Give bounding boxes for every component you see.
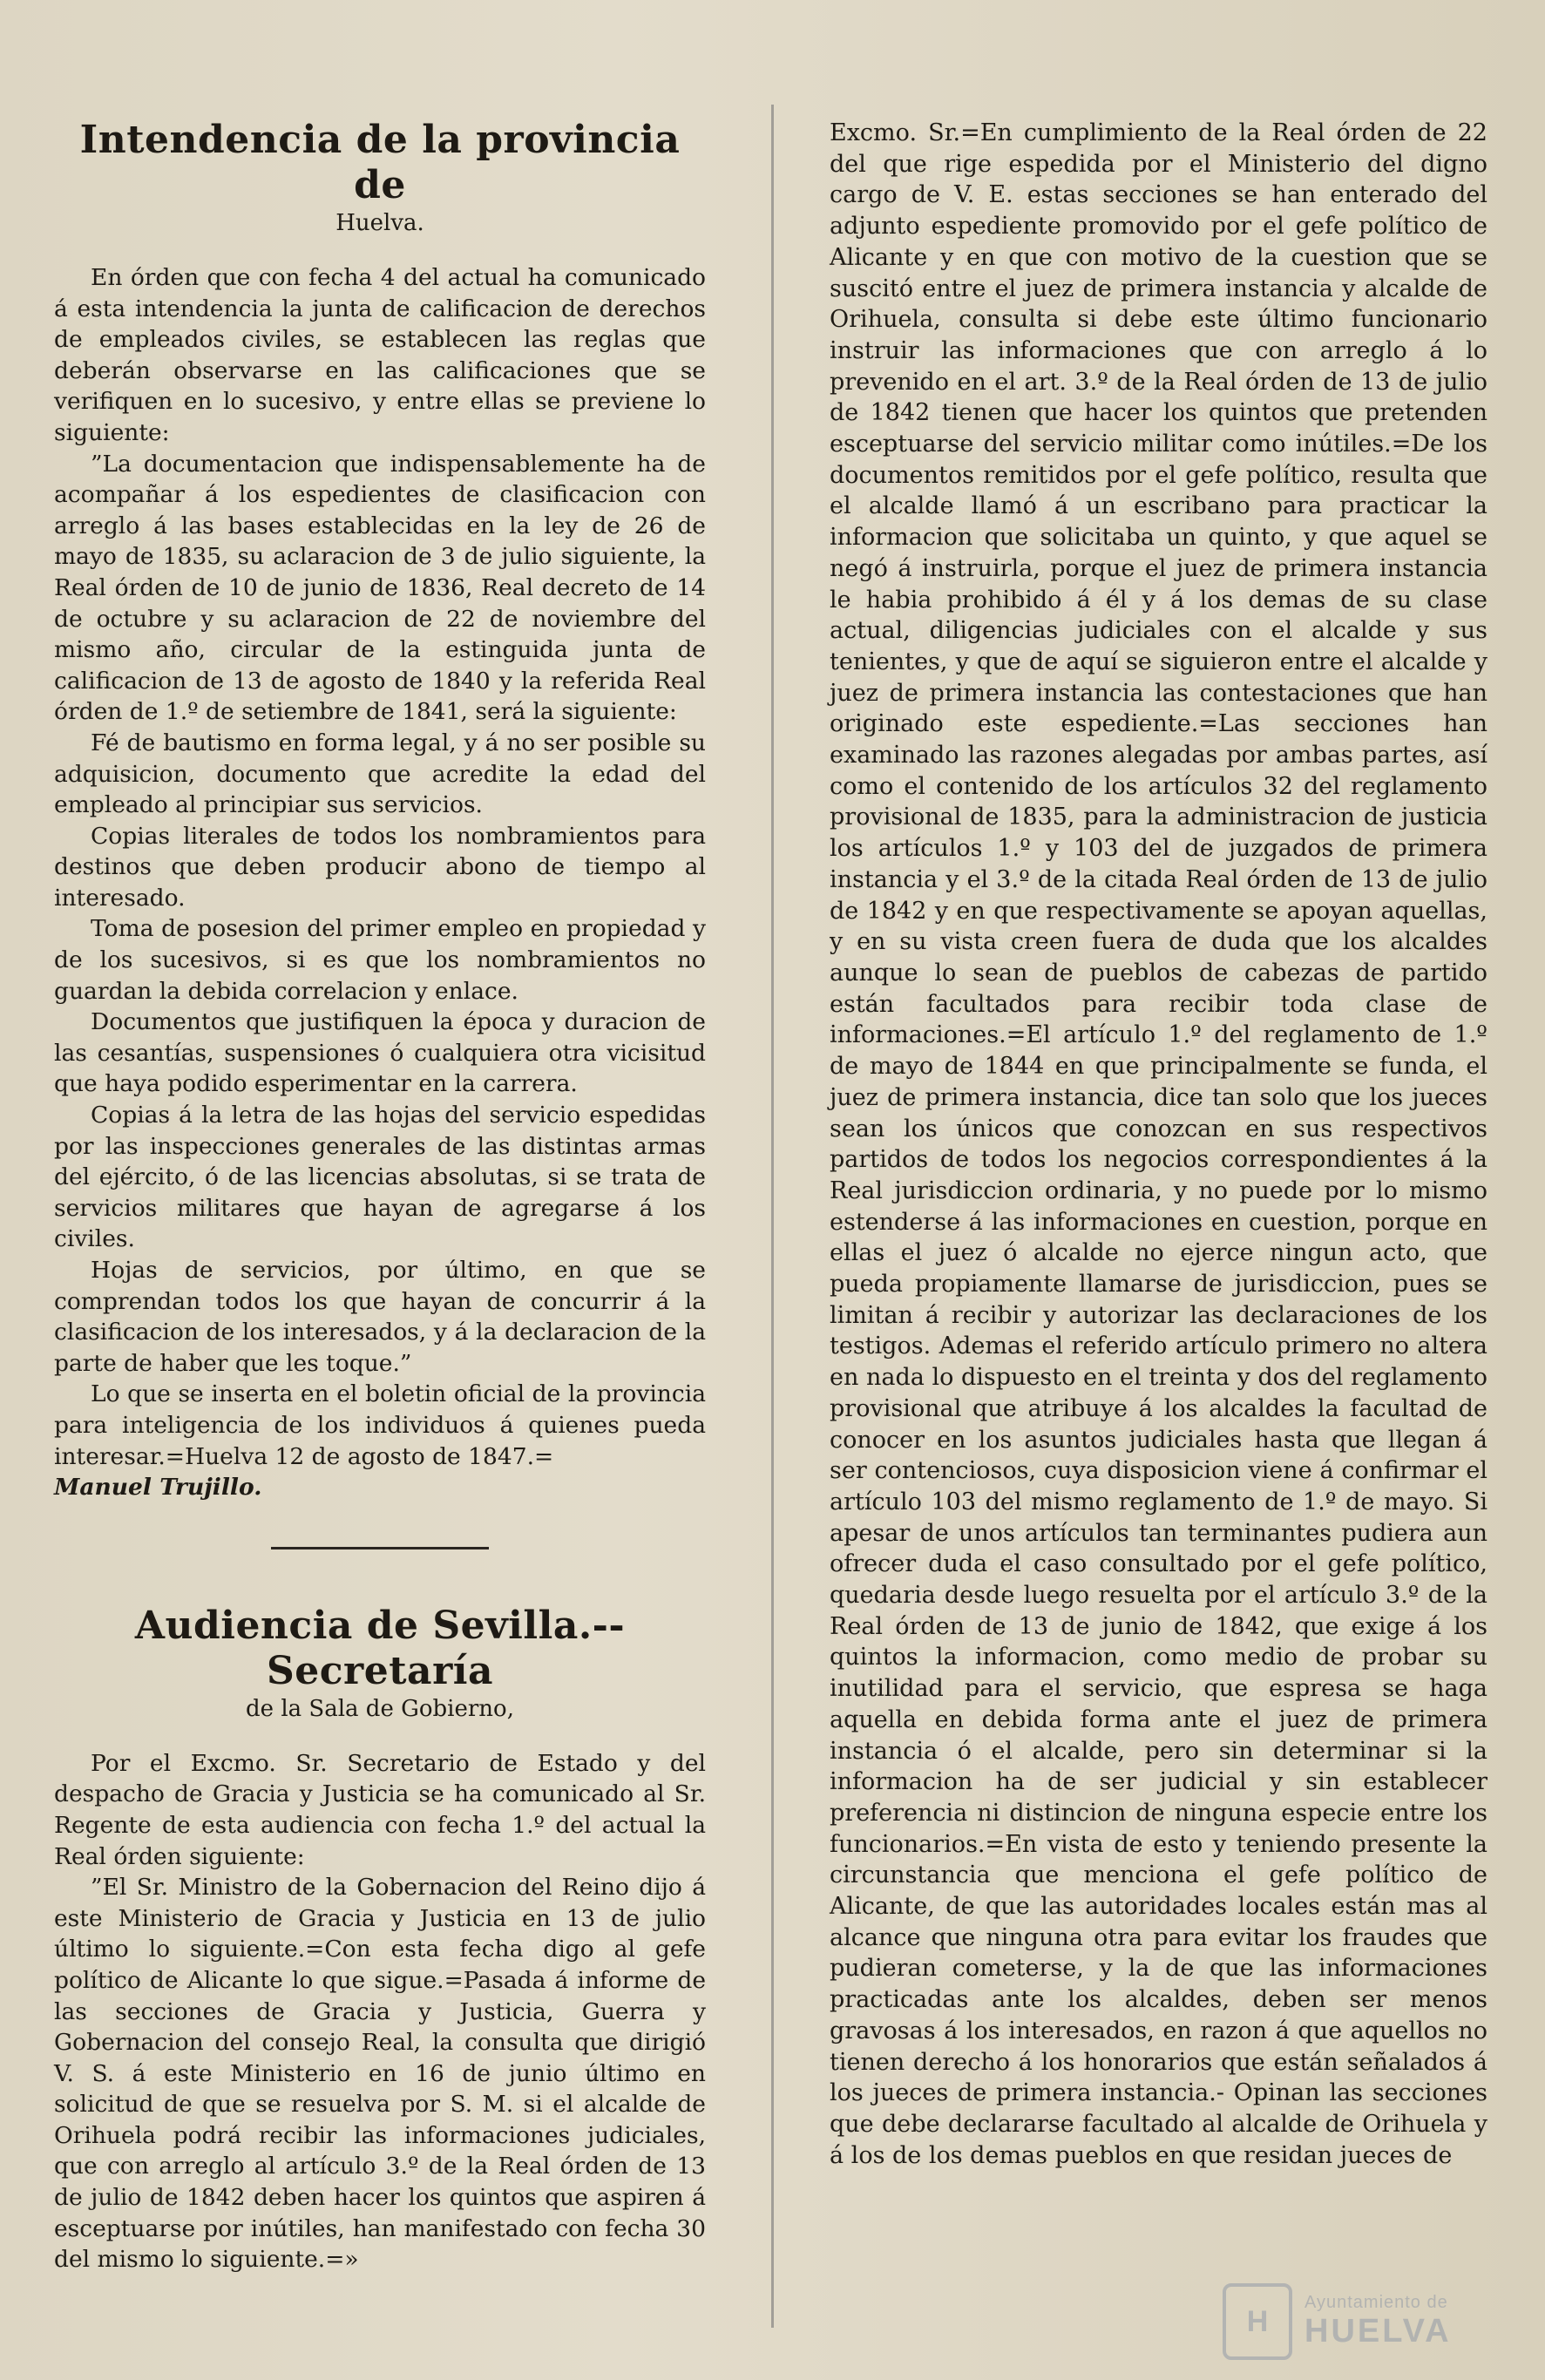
heading-audiencia: Audiencia de Sevilla.--Secretaría bbox=[134, 1603, 626, 1693]
article-paragraph: Excmo. Sr.=En cumplimiento de la Real órden de 22 del que rige espedida por el Ministerio del digno cargo de V. E. estas secciones se han enterado del adjunto espediente promovido por el gefe político de Alicante y en que con motivo de la cuestion que se suscitó entre el juez de primera instancia y alcalde de Orihuela, consulta si debe este último funcionario instruir las informaciones que con arreglo á lo prevenido en el art. 3.º de la Real órden de 13 de julio de 1842 tienen que hacer los quintos que pretenden esceptuarse del servicio militar como inútiles.=De los documentos remitidos por el gefe político, resulta que el alcalde llamó á un escribano para practicar la informacion que solicitaba un quinto, y que aquel se negó á instruirla, porque el juez de primera instancia le habia prohibido á él y á los demas de su clase actual, diligencias judiciales con el alcalde y sus tenientes, y que de aquí se siguieron entre el alcalde y juez de primera instancia las contestaciones que han originado este espediente.=Las secciones han examinado las razones alegadas por ambas partes, así como el contenido de los artículos 32 del reglamento provisional de 1835, para la administracion de justicia los artículos 1.º y 103 del de juzgados de primera instancia y el 3.º de la citada Real órden de 13 de julio de 1842 y en que respectivamente se apoyan aquellas, y en su vista creen fuera de duda que los alcaldes aunque lo sean de pueblos de cabezas de partido están facultados para recibir toda clase de informaciones.=El artículo 1.º del reglamento de 1.º de mayo de 1844 en que principalmente se funda, el juez de primera instancia, dice tan solo que los jueces sean los únicos que conozcan en sus respectivos partidos de todos los negocios correspondientes á la Real jurisdiccion ordinaria, y no puede por lo mismo estenderse á las informaciones en cuestion, porque en ellas el juez ó alcalde no ejerce ningun acto, que pueda propiamente llamarse de jurisdiccion, pues se limitan á recibir y autorizar las declaraciones de los testigos. Ademas el referido artículo primero no altera en nada lo dispuesto en el treinta y dos del reglamento provisional que atribuye á los alcaldes la facultad de conocer en los asuntos judiciales hasta que llegan á ser contenciosos, cuya disposicion viene á confirmar el artículo 103 del mismo reglamento de 1.º de mayo. Si apesar de unos artículos tan terminantes pudiera aun ofrecer duda el caso consultado por el gefe político, quedaria desde luego resuelta por el artículo 3.º de la Real órden de 13 de junio de 1842, que exige á los quintos la informacion, como medio de probar su inutilidad para el servicio, que espresa se haga aquella en debida forma ante el juez de primera instancia ó el alcalde, pero sin determinar si la informacion ha de ser judicial y sin establecer preferencia ni distincion de ninguna especie entre los funcionarios.=En vista de esto y teniendo presente la circunstancia que menciona el gefe político de Alicante, de que las autoridades locales están mas al alcance que ninguna otra para evitar los fraudes que pudieran cometerse, y la de que las informaciones practicadas ante los alcaldes, deben ser menos gravosas á los interesados, en razon á que aquellos no tienen derecho á los honorarios que están señalados á los jueces de primera instancia.- Opinan las secciones que debe declararse facultado al alcalde de Orihuela y á los de los demas pueblos en que residan jueces de bbox=[830, 119, 1487, 2169]
article-paragraph: Copias literales de todos los nombramientos para destinos que deben producir abono de tiempo al interesado. bbox=[54, 822, 706, 912]
heading-audiencia-sub: de la Sala de Gobierno, bbox=[246, 1695, 514, 1722]
article-paragraph: Documentos que justifiquen la época y duracion de las cesantías, suspensiones ó cualquiera otra vicisitud que haya podido esperimentar en la carrera. bbox=[54, 1008, 706, 1098]
article-paragraph: Copias á la letra de las hojas del servicio espedidas por las inspecciones generales de las distintas armas del ejército, ó de las licencias absolutas, si se trata de servicios militares que hayan de agregarse á los civiles. bbox=[54, 1102, 706, 1253]
article-paragraph: Lo que se inserta en el boletin oficial de la provincia para inteligencia de los individuos á quienes pueda interesar.=Huelva 12 de agosto de 1847.= bbox=[54, 1380, 706, 1470]
column-rule bbox=[771, 105, 774, 2328]
article-paragraph: ”El Sr. Ministro de la Gobernacion del Reino dijo á este Ministerio de Gracia y Justicia en 13 de julio último lo siguiente.=Con esta fecha digo al gefe político de Alicante lo que sigue.=Pasada á informe de las secciones de Gracia y Justicia, Guerra y Gobernacion del consejo Real, la consulta que dirigió V. S. á este Ministerio en 16 de junio último en solicitud de que se resuelva por S. M. si el alcalde de Orihuela podrá recibir las informaciones judiciales, que con arreglo al artículo 3.º de la Real órden de 13 de julio de 1842 deben hacer los quintos que aspiren á esceptuarse por inútiles, han manifestado con fecha 30 del mismo lo siguiente.=» bbox=[54, 1874, 706, 2274]
article-paragraph: Fé de bautismo en forma legal, y á no ser posible su adquisicion, documento que acredite la edad del empleado al principiar sus servicios. bbox=[54, 729, 706, 819]
article-paragraph: Toma de posesion del primer empleo en propiedad y de los sucesivos, si es que los nombramientos no guardan la debida correlacion y enlace. bbox=[54, 915, 706, 1005]
archive-watermark bbox=[1223, 2282, 1510, 2361]
article-paragraph: En órden que con fecha 4 del actual ha comunicado á esta intendencia la junta de calificacion de derechos de empleados civiles, se establecen las reglas que deberán observarse en las calificaciones que se verifiquen en lo sucesivo, y entre ellas se previene lo siguiente: bbox=[54, 264, 706, 446]
watermark-line2: HUELVA bbox=[1304, 2313, 1452, 2349]
watermark-line1: Ayuntamiento de bbox=[1304, 2293, 1448, 2312]
shield-icon: H bbox=[1223, 2283, 1292, 2360]
article-paragraph: Hojas de servicios, por último, en que se comprendan todos los que hayan de concurrir á la clasificacion de los interesados, y á la declaracion de la parte de haber que les toque.” bbox=[54, 1257, 706, 1377]
right-column bbox=[830, 118, 1487, 2171]
signature: Manuel Trujillo. bbox=[54, 1474, 262, 1502]
heading-intendencia-sub: Huelva. bbox=[335, 210, 424, 236]
section-divider bbox=[271, 1547, 489, 1549]
left-column bbox=[54, 118, 706, 2275]
article-paragraph: Por el Excmo. Sr. Secretario de Estado y del despacho de Gracia y Justicia se ha comunicado al Sr. Regente de esta audiencia con fecha 1.º del actual la Real órden siguiente: bbox=[54, 1749, 706, 1870]
heading-intendencia: Intendencia de la provincia de bbox=[79, 118, 681, 207]
article-paragraph: ”La documentacion que indispensablemente ha de acompañar á los espedientes de clasificacion con arreglo á las bases establecidas en la ley de 26 de mayo de 1835, su aclaracion de 3 de julio siguiente, la Real órden de 10 de junio de 1836, Real decreto de 14 de octubre y su aclaracion de 22 de noviembre del mismo año, circular de la estinguida junta de calificacion de 13 de agosto de 1840 y la referida Real órden de 1.º de setiembre de 1841, será la siguiente: bbox=[54, 450, 706, 726]
